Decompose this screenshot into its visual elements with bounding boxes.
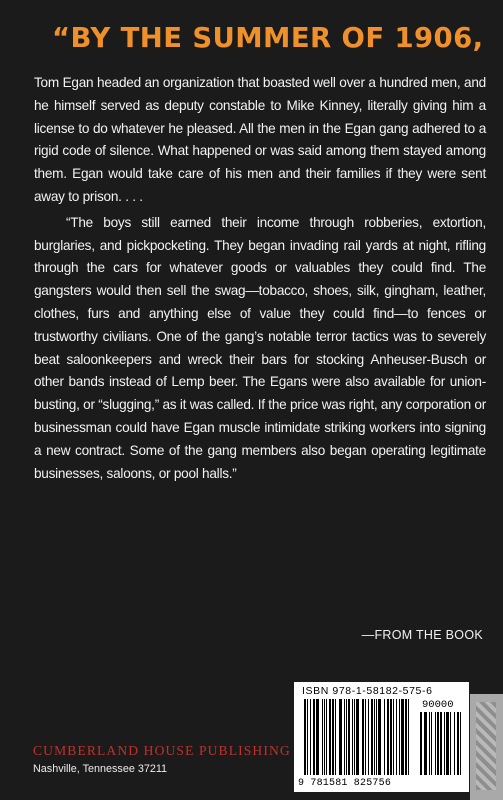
headline: “BY THE SUMMER OF 1906,	[52, 22, 484, 54]
excerpt-paragraph: Tom Egan headed an organization that boasted well over a hundred men, and he himself served as deputy constable to Mike Kinney, literally giving him a license to do whatever he pleased. All the men in the Egan gang adhered to a rigid code of silence. What happened or was said among them stayed among them. Egan would take care of his men and their families if they were sent away to prison. . . .	[34, 75, 486, 204]
corner-texture	[470, 694, 503, 800]
barcode-digits: 9 781581 825756	[298, 778, 392, 789]
excerpt-body	[34, 72, 486, 485]
excerpt-paragraph: “The boys still earned their income through robberies, extortion, burglaries, and pickpocketing. They began invading rail yards at night, rifling through the cars for whatever goods or valuables they could find. The gangsters would then sell the swag—tobacco, shoes, silk, gingham, leather, clothes, furs and anything else of value they could find—to fences or trustworthy civilians. One of the gang’s notable terror tactics was to severely beat saloonkeepers and wreck their bars for stocking Anheuser-Busch or other bands instead of Lemp beer. The Egans were also available for union-busting, or “slugging,” as it was called. If the price was right, any corporation or businessman could have Egan muscle intimidate striking workers into signing a new contract. Some of the gang members also began operating legitimate businesses, saloons, or pool halls.”	[34, 214, 486, 481]
publisher-location: Nashville, Tennessee 37211	[33, 763, 168, 775]
isbn-barcode	[294, 682, 469, 792]
publisher-name: CUMBERLAND HOUSE PUBLISHING	[33, 743, 291, 758]
price-code: 90000	[422, 699, 454, 711]
attribution: —FROM THE BOOK	[361, 628, 483, 642]
isbn-number: ISBN 978-1-58182-575-6	[302, 685, 433, 697]
